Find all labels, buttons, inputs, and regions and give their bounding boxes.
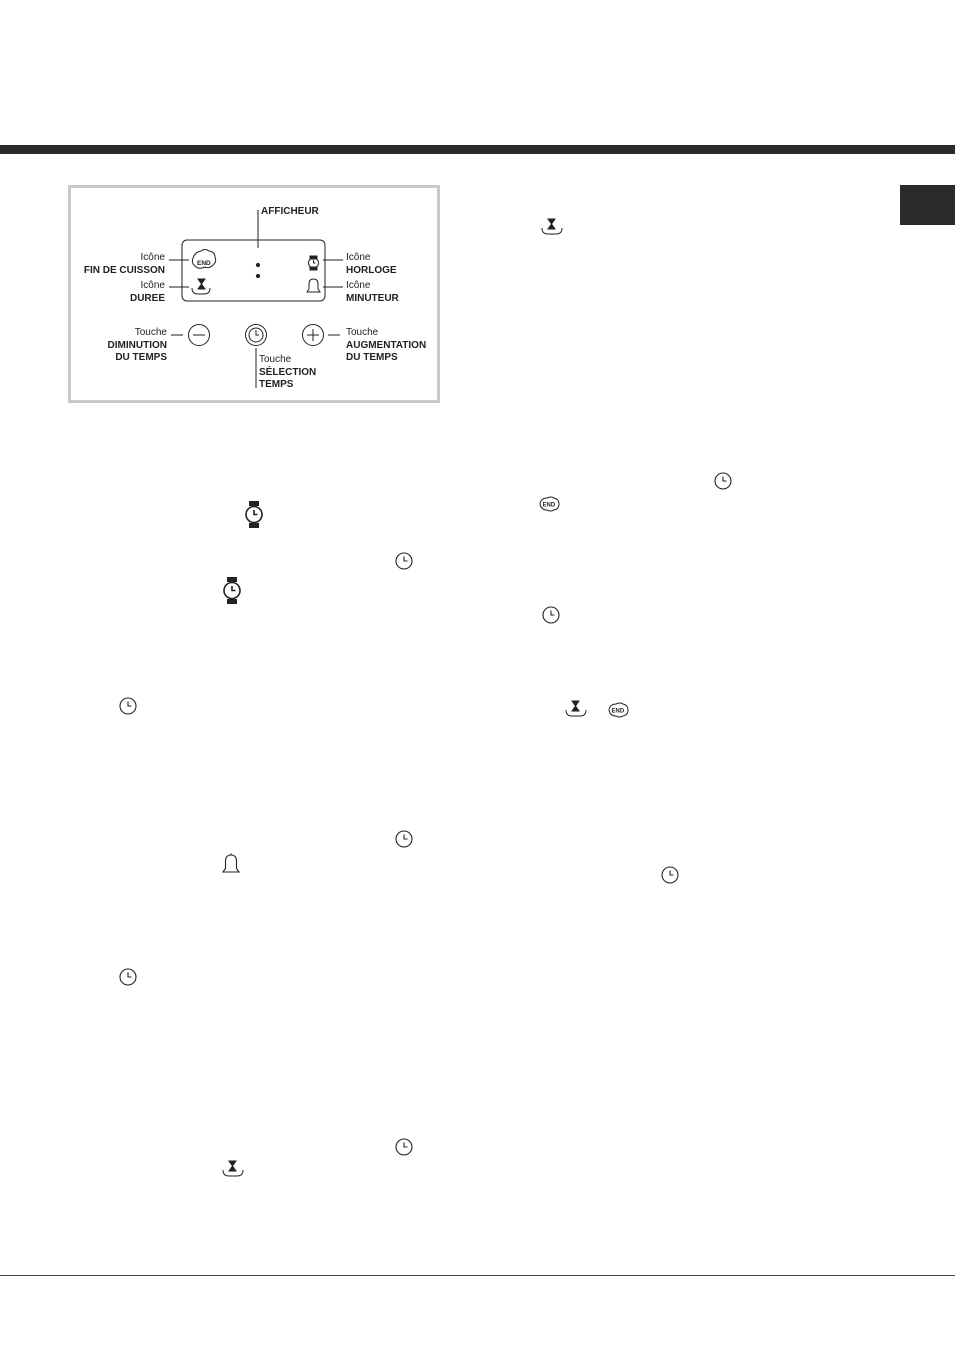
end-icon [607,702,629,718]
selector-dial-icon [395,1138,413,1156]
hourglass-icon [565,700,587,718]
hourglass-icon [541,218,563,236]
hourglass-icon [192,279,210,294]
hourglass-icon [222,1160,244,1178]
svg-text:END: END [611,708,625,715]
wristwatch-icon [309,256,319,270]
selector-dial-icon [714,472,732,490]
wristwatch-icon [244,501,264,528]
selector-dial-icon [119,697,137,715]
end-icon-label: Icône FIN DE CUISSON [83,252,165,276]
plus-key-label: Touche AUGMENTATION DU TEMPS [346,327,427,363]
selector-dial-icon [661,866,679,884]
svg-text:END: END [197,260,211,267]
selector-dial-icon [542,606,560,624]
display-frame [182,240,325,301]
selector-dial-icon [395,830,413,848]
display-label: AFFICHEUR [261,206,319,217]
bell-icon [221,853,241,875]
bell-icon [307,279,320,292]
footer-rule [0,1275,955,1276]
selector-dial-icon [395,552,413,570]
selector-dial-icon [119,968,137,986]
select-key-label: Touche SÉLECTION TEMPS [259,354,317,390]
duration-icon-label: Icône DUREE [129,280,165,304]
language-tab [900,185,955,225]
minus-key-label: Touche DIMINUTION DU TEMPS [107,327,167,363]
timer-icon-label: Icône MINUTEUR [346,280,399,304]
control-panel-diagram [68,185,440,403]
header-bar [0,145,955,154]
clock-icon-label: Icône HORLOGE [346,252,397,276]
end-icon [538,496,560,512]
svg-text:END: END [542,502,556,509]
wristwatch-icon [222,577,242,604]
